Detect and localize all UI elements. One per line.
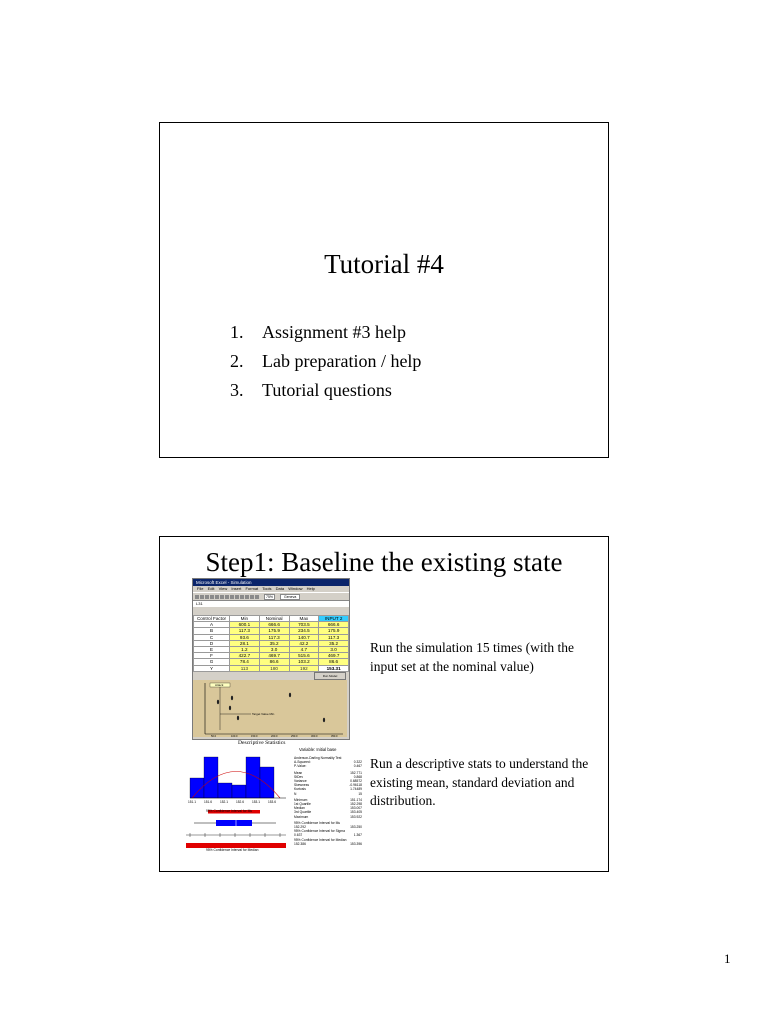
font-field: Geneva [280, 594, 300, 600]
simulation-plot [193, 680, 347, 737]
column-header: Control Factor [194, 616, 230, 622]
table-cell: 515.6 [289, 653, 319, 659]
table-cell: 113 [230, 665, 260, 671]
table-row [194, 665, 349, 671]
stats-title: Descriptive Statistics [238, 740, 286, 746]
instruction-text: Run a descriptive stats to understand the existing mean, standard deviation and distribution. [370, 756, 589, 808]
table-cell: 180 [259, 665, 289, 671]
list-item: 1. Assignment #3 help [230, 322, 406, 342]
table-cell: 86.6 [319, 659, 349, 665]
x-tick-label: 50.0 [211, 735, 217, 737]
table-cell: A [194, 622, 230, 628]
x-tick-label: 200.0 [271, 735, 278, 737]
table-cell: 28.1 [230, 640, 260, 646]
excel-screenshot [192, 578, 350, 740]
stats-label: 152.386 [294, 841, 306, 846]
table-cell: D [194, 640, 230, 646]
stats-label: Mean [294, 770, 303, 775]
table-cell: G [194, 659, 230, 665]
stats-row [294, 764, 362, 768]
control-factor-table [193, 615, 349, 672]
stats-label: Maximum [294, 814, 309, 819]
paste-icon [235, 595, 239, 599]
table-cell: 234.5 [289, 628, 319, 634]
stats-row [294, 842, 362, 846]
hist-tick-label: 153.6 [268, 800, 276, 804]
table-cell: 469.7 [319, 653, 349, 659]
x-tick-label: 150.0 [251, 735, 258, 737]
table-cell: C [194, 634, 230, 640]
hist-tick-label: 151.1 [188, 800, 196, 804]
table-cell: 35.2 [319, 640, 349, 646]
slide-step1 [159, 536, 609, 872]
histogram-bar [190, 778, 204, 798]
stats-value: 0.68572 [350, 779, 362, 784]
histogram-bar [232, 785, 246, 798]
stats-label: 95% Confidence Interval for Median [294, 837, 347, 842]
copy-icon [230, 595, 234, 599]
ci-median-label: 95% Confidence Interval for Median [206, 848, 259, 852]
menu-item: View [218, 586, 228, 591]
stats-value: 153.922 [350, 814, 362, 819]
stats-row [294, 815, 362, 819]
table-cell: 422.7 [230, 653, 260, 659]
menu-item: Tools [262, 586, 272, 591]
table-cell: 4.7 [289, 646, 319, 652]
menu-item: File [197, 586, 204, 591]
slide-title: Tutorial #4 [324, 249, 444, 279]
table-cell: 42.2 [289, 640, 319, 646]
spell-icon [220, 595, 224, 599]
plot-annotation: Target Value Min [252, 712, 275, 716]
stats-table [294, 756, 362, 846]
preview-icon [215, 595, 219, 599]
instruction-text: Run the simulation 15 times (with the input set at the nominal value) [370, 640, 574, 674]
stats-label: Anderson-Darling Normality Test [294, 756, 342, 760]
stats-value: 151.174 [350, 797, 362, 802]
table-cell: 117.3 [259, 634, 289, 640]
table-cell: 93.6 [230, 634, 260, 640]
column-header: Min [230, 616, 260, 622]
stats-label: Skewness [294, 783, 310, 788]
x-tick-label: 350.0 [331, 735, 338, 737]
window-title: Microsoft Excel - Simulation [193, 579, 349, 586]
table-cell: 140.7 [289, 634, 319, 640]
plot-tag: Attack [215, 683, 224, 687]
stats-value: 153.405 [350, 810, 362, 815]
column-header: INPUT 2 [319, 616, 349, 622]
stats-value: 0.467 [353, 764, 362, 769]
stats-label: Variance [294, 779, 307, 784]
slide-tutorial [159, 122, 609, 458]
stats-label: N [294, 791, 297, 796]
variable-label: Variable: Initial base [299, 747, 337, 752]
new-icon [195, 595, 199, 599]
histogram-bar [246, 757, 260, 798]
stats-label: Kurtosis [294, 787, 306, 792]
menu-item: Edit [207, 586, 215, 591]
table-cell: 3.0 [259, 646, 289, 652]
open-icon [200, 595, 204, 599]
table-cell: 35.2 [259, 640, 289, 646]
list-item: 3. Tutorial questions [230, 380, 392, 400]
column-header: Nominal [259, 616, 289, 622]
undo-icon [240, 595, 244, 599]
table-cell: 192 [289, 665, 319, 671]
table-cell: 469.7 [259, 653, 289, 659]
slide-title: Step1: Baseline the existing state [205, 547, 563, 577]
cut-icon [225, 595, 229, 599]
table-cell: 78.4 [230, 659, 260, 665]
stats-label: 95% Confidence Interval for Mu [294, 820, 341, 825]
page-number: 1 [724, 951, 731, 966]
save-icon [205, 595, 209, 599]
x-tick-label: 250.0 [291, 735, 298, 737]
chart-icon [255, 595, 259, 599]
stats-value: 1.367 [353, 833, 362, 838]
stats-value: 153.007 [350, 806, 362, 811]
run-model-button: Run Model [314, 672, 346, 680]
table-cell: 175.9 [259, 628, 289, 634]
table-cell: B [194, 628, 230, 634]
x-tick-label: 300.0 [311, 735, 318, 737]
hist-tick-label: 152.6 [236, 800, 244, 804]
stats-value: 153.396 [350, 841, 362, 846]
stats-label: StDev [294, 774, 303, 779]
zoom-field: 75% [266, 594, 274, 599]
histogram [186, 753, 292, 857]
table-cell: 1.2 [230, 646, 260, 652]
stats-value: 1.74489 [350, 787, 362, 792]
menu-item: Window [288, 586, 303, 591]
stats-label: 152.292 [294, 825, 306, 830]
column-header: Max [289, 616, 319, 622]
menu-item: Insert [231, 586, 242, 591]
stats-value: 152.298 [350, 802, 362, 807]
histogram-bar [218, 783, 232, 798]
stats-label: Median [294, 806, 305, 811]
stats-value: -0.96118 [349, 783, 362, 788]
menu-item: Help [306, 586, 315, 591]
stats-value: 153.250 [350, 825, 362, 830]
toolbar [193, 592, 349, 600]
table-cell: 86.6 [259, 659, 289, 665]
print-icon [210, 595, 214, 599]
table-cell: 117.3 [319, 634, 349, 640]
stats-label: P-Value: [294, 764, 307, 769]
descriptive-stats [186, 747, 366, 857]
list-item: 2. Lab preparation / help [230, 351, 422, 371]
table-cell: 600.1 [230, 622, 260, 628]
stats-value: 152.771 [350, 770, 362, 775]
stats-label: Minimum [294, 797, 308, 802]
table-cell: 103.2 [289, 659, 319, 665]
table-cell: 703.5 [289, 622, 319, 628]
ci-mu-label: 95% Confidence Interval for Mu [206, 809, 253, 813]
hist-tick-label: 152.1 [220, 800, 228, 804]
table-cell: F [194, 653, 230, 659]
stats-value: 0.322 [353, 760, 362, 765]
redo-icon [245, 595, 249, 599]
table-cell: E [194, 646, 230, 652]
table-cell: 175.9 [319, 628, 349, 634]
stats-label: 95% Confidence Interval for Sigma [294, 829, 345, 834]
x-tick-label: 100.0 [231, 735, 238, 737]
stats-label: 0.637 [294, 833, 303, 838]
stats-label: A-Squared: [294, 760, 311, 765]
table-cell: 153.31 [319, 665, 349, 671]
table-cell: Y [194, 665, 230, 671]
menu-item: Format [245, 586, 259, 591]
stats-row [294, 792, 362, 796]
histogram-bar [204, 757, 218, 798]
hist-tick-label: 151.6 [204, 800, 212, 804]
histogram-bar [260, 767, 274, 798]
table-cell: 117.3 [230, 628, 260, 634]
menu-item: Data [275, 586, 285, 591]
cell-reference: L31 [193, 600, 349, 607]
table-cell: 3.0 [319, 646, 349, 652]
stats-label: 3rd Quartile [294, 810, 312, 815]
table-cell: 666.6 [319, 622, 349, 628]
stats-label: 1st Quartile [294, 802, 311, 807]
table-cell: 666.6 [259, 622, 289, 628]
hist-tick-label: 153.1 [252, 800, 260, 804]
stats-value: 0.868 [353, 774, 362, 779]
stats-value: 15 [358, 791, 362, 796]
sum-icon [250, 595, 254, 599]
agenda-list [230, 318, 421, 405]
